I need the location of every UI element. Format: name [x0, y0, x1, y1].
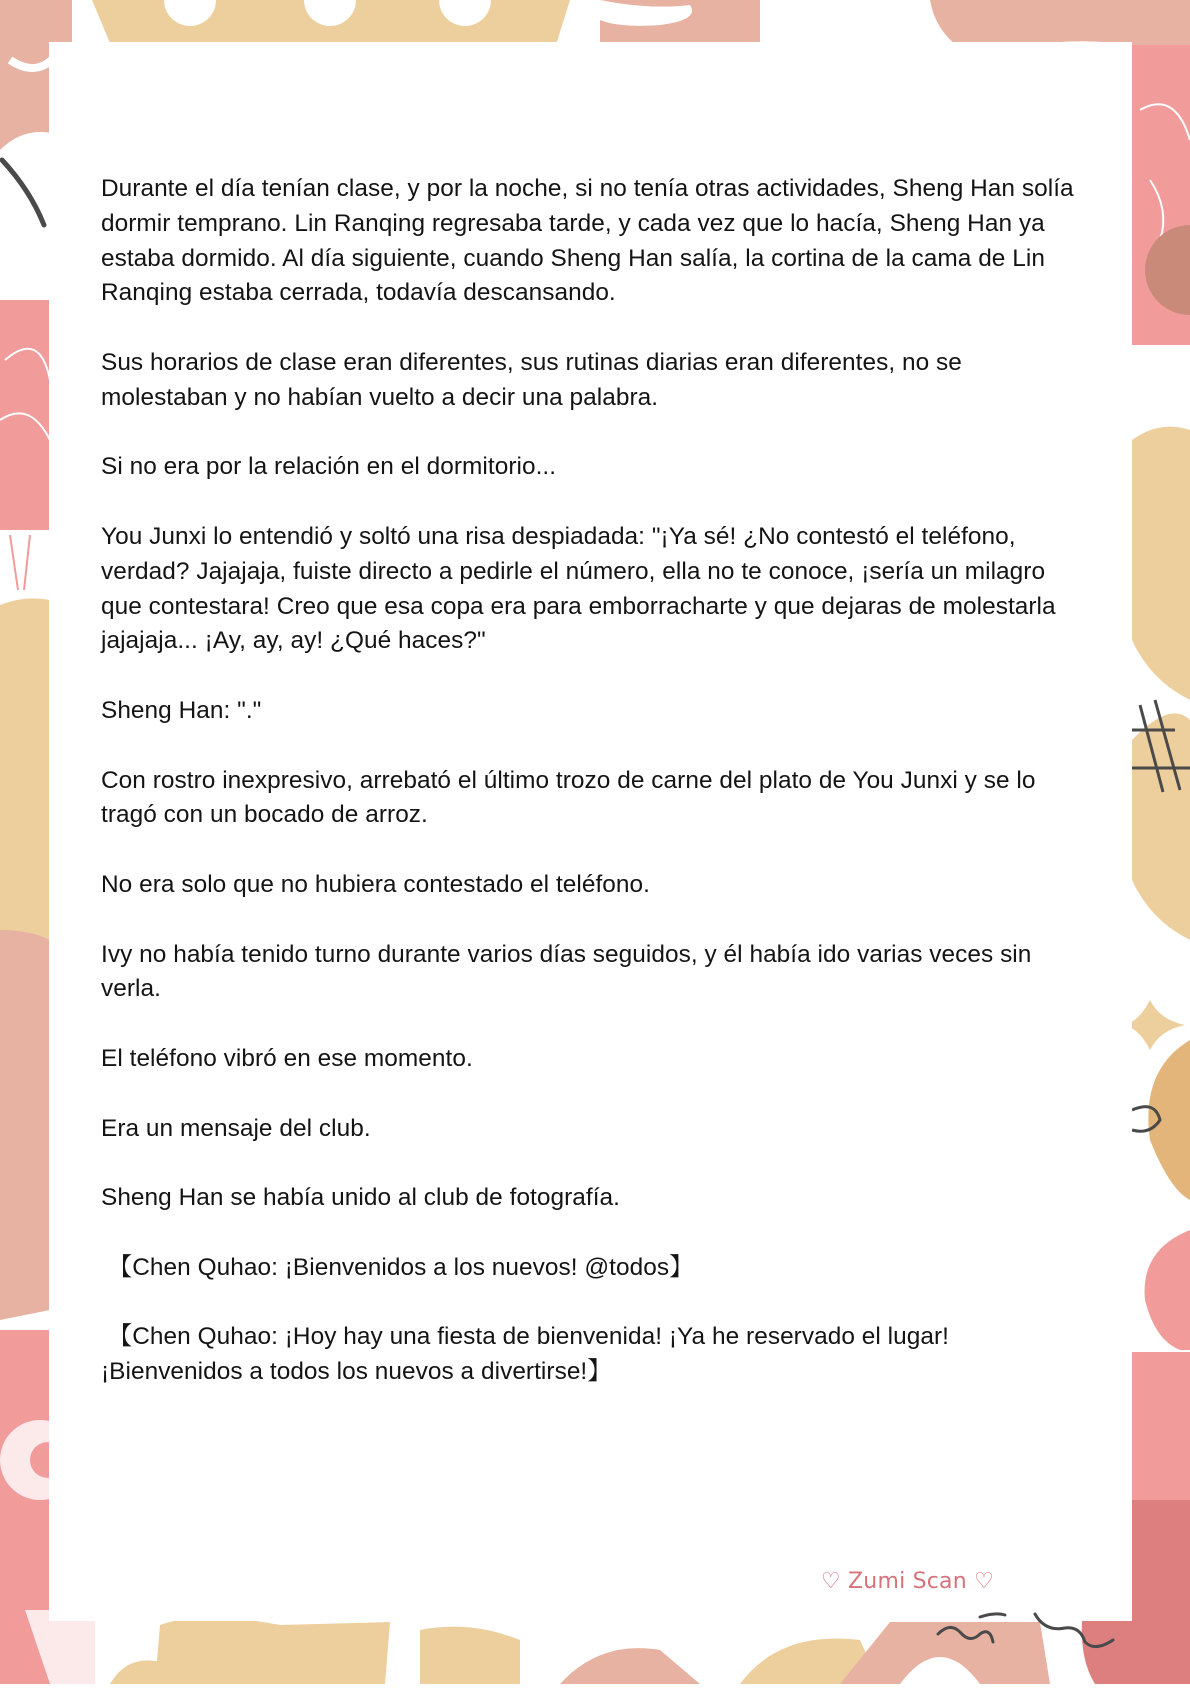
paragraph: You Junxi lo entendió y soltó una risa despiadada: "¡Ya sé! ¿No contestó el teléfono, verdad? Jajajaja, fuiste directo a pedirle el número, ella no te conoce, ¡sería un milagro que contestara! Creo que esa copa era para emborracharte y que dejaras de molestarla jajajaja... ¡Ay, ay, ay! ¿Qué haces?"	[101, 522, 1063, 655]
paragraph: Si no era por la relación en el dormitorio...	[101, 453, 557, 481]
document-body	[101, 172, 1091, 1425]
paragraph: Era un mensaje del club.	[101, 1114, 371, 1142]
squiggle-doodle-icon	[935, 1612, 1115, 1662]
page-panel	[49, 42, 1132, 1621]
paragraph: El teléfono vibró en ese momento.	[101, 1044, 473, 1072]
paragraph: Ivy no había tenido turno durante varios días seguidos, y él había ido varias veces sin verla.	[101, 940, 1039, 1003]
paragraph: Sheng Han se había unido al club de fotografía.	[101, 1184, 620, 1212]
paragraph: Con rostro inexpresivo, arrebató el último trozo de carne del plato de You Junxi y se lo tragó con un bocado de arroz.	[101, 766, 1043, 829]
paragraph: 【Chen Quhao: ¡Bienvenidos a los nuevos! @todos】	[101, 1253, 694, 1281]
paragraph: Sheng Han: "."	[101, 696, 262, 724]
paragraph: Durante el día tenían clase, y por la noche, si no tenía otras actividades, Sheng Han solía dormir temprano. Lin Ranqing regresaba tarde, y cada vez que lo hacía, Sheng Han ya estaba dormido. Al día siguiente, cuando Sheng Han salía, la cortina de la cama de Lin Ranqing estaba cerrada, todavía descansando.	[101, 175, 1081, 307]
paragraph: Sus horarios de clase eran diferentes, sus rutinas diarias eran diferentes, no se molestaban y no habían vuelto a decir una palabra.	[101, 348, 969, 411]
paragraph: No era solo que no hubiera contestado el teléfono.	[101, 870, 650, 898]
paragraph: 【Chen Quhao: ¡Hoy hay una fiesta de bienvenida! ¡Ya he reservado el lugar! ¡Bienvenidos a todos los nuevos a divertirse!】	[101, 1323, 956, 1386]
watermark: ♡ Zumi Scan ♡	[820, 1569, 994, 1594]
